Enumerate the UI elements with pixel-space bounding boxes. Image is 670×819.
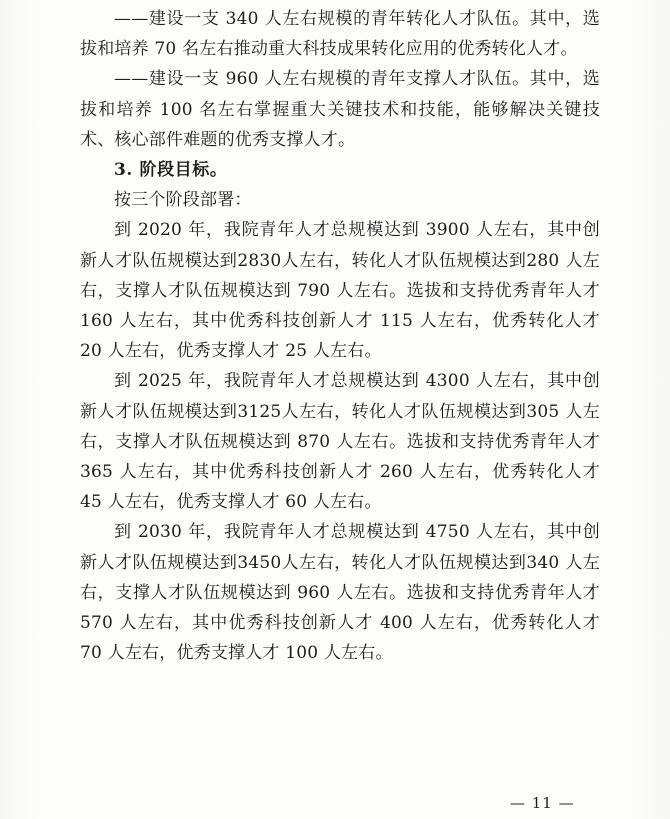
stage-2025-paragraph: 到 2025 年，我院青年人才总规模达到 4300 人左右，其中创新人才队伍规模达到3125人左右，转化人才队伍规模达到305 人左右，支撑人才队伍规模达到 870 人左右。选拔和支持优秀青年人才 365 人左右，其中优秀科技创新人才 260 人左右，优秀转化人才 45 人左右，优秀支撑人才 60 人左右。 xyxy=(80,371,600,513)
paragraph-support-talent: ——建设一支 960 人左右规模的青年支撑人才队伍。其中，选拔和培养 100 名左右掌握重大关键技术和技能，能够解决关键技术、核心部件难题的优秀支撑人才。 xyxy=(80,69,600,150)
stage-intro: 按三个阶段部署： xyxy=(114,190,252,211)
page-number: — 11 — xyxy=(510,794,575,812)
stage-2020-paragraph: 到 2020 年，我院青年人才总规模达到 3900 人左右，其中创新人才队伍规模达到2830人左右，转化人才队伍规模达到280 人左右，支撑人才队伍规模达到 790 人左右。选拔和支持优秀青年人才 160 人左右，其中优秀科技创新人才 115 人左右，优秀转化人才 20 人左右，优秀支撑人才 25 人左右。 xyxy=(80,220,600,362)
paragraph-transfer-talent: ——建设一支 340 人左右规模的青年转化人才队伍。其中，选拔和培养 70 名左右推动重大科技成果转化应用的优秀转化人才。 xyxy=(80,9,600,60)
stage-2030-paragraph: 到 2030 年，我院青年人才总规模达到 4750 人左右，其中创新人才队伍规模达到3450人左右，转化人才队伍规模达到340 人左右，支撑人才队伍规模达到 960 人左右。选拔和支持优秀青年人才 570 人左右，其中优秀科技创新人才 400 人左右，优秀转化人才 70 人左右，优秀支撑人才 100 人左右。 xyxy=(80,522,600,664)
document-body xyxy=(80,4,600,668)
section-heading: 3. 阶段目标。 xyxy=(114,160,228,181)
